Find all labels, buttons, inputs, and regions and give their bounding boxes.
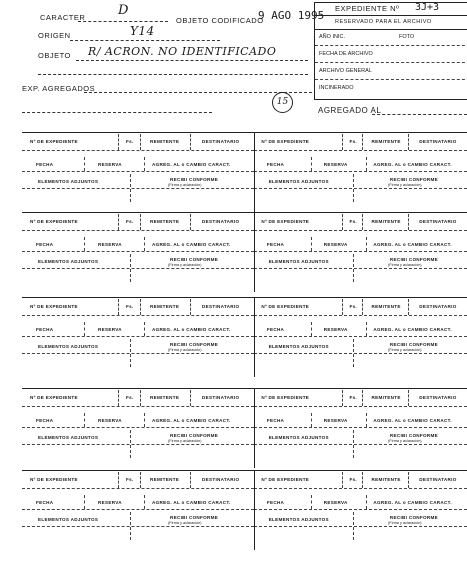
nro-expediente-label: Nº DE EXPEDIENTE (261, 219, 310, 224)
reservado-label: RESERVADO PARA EL ARCHIVO (335, 19, 432, 25)
fecha-label: FECHA (266, 327, 285, 332)
nro-expediente-label: Nº DE EXPEDIENTE (261, 395, 310, 400)
origen-line (70, 40, 220, 41)
firma-label: (Firma y aclaración) (388, 439, 422, 443)
cell-divider (366, 322, 367, 336)
firma-label: (Firma y aclaración) (168, 439, 202, 443)
row-line (254, 526, 467, 527)
cell-divider (140, 390, 141, 406)
cell-divider (366, 157, 367, 171)
row-line (22, 188, 254, 189)
agreg-label: AGREG. AL o CAMBIO CARACT. (373, 327, 452, 332)
firma-label: (Firma y aclaración) (388, 183, 422, 187)
cell-divider (144, 495, 145, 509)
row-line (22, 427, 254, 428)
column-divider (254, 388, 255, 468)
fecha-label: FECHA (266, 500, 285, 505)
agregado-al-label: AGREGADO AL (318, 106, 382, 115)
remitente-label: REMITENTE (150, 139, 180, 144)
remitente-label: REMITENTE (371, 219, 401, 224)
fs-label: Fs. (349, 219, 358, 224)
cell-divider (408, 472, 409, 488)
row-line (254, 427, 467, 428)
reserva-label: RESERVA (98, 500, 122, 505)
cell-divider (408, 390, 409, 406)
elementos-label: ELEMENTOS ADJUNTOS (268, 259, 329, 264)
nro-expediente-label: Nº DE EXPEDIENTE (30, 304, 78, 309)
cell-divider (190, 472, 191, 488)
fs-label: Fs. (349, 304, 358, 309)
remitente-label: REMITENTE (371, 139, 401, 144)
cell-divider (84, 322, 85, 336)
fecha-archivo-label: FECHA DE ARCHIVO (319, 51, 373, 57)
reserva-label: RESERVA (98, 242, 122, 247)
foto-label: FOTO (399, 34, 415, 40)
cell-divider (190, 390, 191, 406)
row-line (254, 406, 467, 407)
fs-label: Fs. (126, 139, 134, 144)
fs-label: Fs. (349, 477, 358, 482)
row-line (254, 171, 467, 172)
firma-label: (Firma y aclaración) (388, 348, 422, 352)
cell-divider (311, 322, 312, 336)
agreg-label: AGREG. AL o CAMBIO CARACT. (373, 242, 452, 247)
origen-label: ORIGEN (38, 31, 71, 40)
remitente-label: REMITENTE (150, 304, 180, 309)
reserva-label: RESERVA (323, 162, 348, 167)
column-divider (254, 297, 255, 377)
row-line (254, 251, 467, 252)
reserva-label: RESERVA (323, 500, 348, 505)
nro-expediente-label: Nº DE EXPEDIENTE (261, 139, 310, 144)
elementos-label: ELEMENTOS ADJUNTOS (38, 517, 99, 522)
destinatario-label: DESTINATARIO (202, 395, 240, 400)
cell-divider (311, 237, 312, 251)
destinatario-label: DESTINATARIO (419, 219, 457, 224)
remitente-label: REMITENTE (371, 304, 401, 309)
recibi-label: RECIBI CONFORME (170, 257, 219, 262)
row-line (22, 444, 254, 445)
row-line (254, 353, 467, 354)
cell-divider (408, 299, 409, 315)
objeto-codificado-label: OBJETO CODIFICADO (176, 16, 264, 25)
cell-divider (140, 134, 141, 150)
block-top-line (22, 212, 467, 213)
row-line (254, 230, 467, 231)
cell-divider (342, 299, 343, 315)
cell-divider (408, 214, 409, 230)
fecha-label: FECHA (266, 162, 285, 167)
cell-divider (140, 299, 141, 315)
remitente-label: REMITENTE (150, 219, 180, 224)
recibi-label: RECIBI CONFORME (170, 515, 219, 520)
row-line (254, 315, 467, 316)
cell-divider (362, 134, 363, 150)
row-line (254, 268, 467, 269)
nro-expediente-label: Nº DE EXPEDIENTE (30, 219, 78, 224)
fecha-label: FECHA (266, 242, 285, 247)
cell-divider (118, 214, 119, 230)
fs-label: Fs. (349, 139, 358, 144)
fecha-label: FECHA (36, 162, 54, 167)
fs-label: Fs. (126, 395, 134, 400)
objeto-value: R/ ACRON. NO IDENTIFICADO (88, 45, 277, 58)
recibi-label: RECIBI CONFORME (389, 342, 439, 347)
recibi-label: RECIBI CONFORME (170, 342, 219, 347)
exp-agregados-label: EXP. AGREGADOS (22, 84, 96, 93)
row-line (22, 315, 254, 316)
destinatario-label: DESTINATARIO (202, 477, 240, 482)
remitente-label: REMITENTE (371, 477, 401, 482)
cell-divider (366, 495, 367, 509)
nro-expediente-label: Nº DE EXPEDIENTE (30, 477, 78, 482)
row-line (22, 230, 254, 231)
recibi-label: RECIBI CONFORME (170, 177, 219, 182)
recibi-label: RECIBI CONFORME (389, 515, 439, 520)
expediente-value: 3J+3 (415, 2, 440, 13)
agreg-label: AGREG. AL o CAMBIO CARACT. (152, 500, 231, 505)
cell-divider (118, 472, 119, 488)
cell-divider (84, 495, 85, 509)
exp-agregados-line-2 (22, 112, 212, 113)
incinerado-label: INCINERADO (319, 85, 354, 91)
cell-divider (311, 495, 312, 509)
block-top-line (22, 470, 467, 471)
agreg-label: AGREG. AL o CAMBIO CARACT. (373, 418, 452, 423)
elementos-label: ELEMENTOS ADJUNTOS (268, 344, 329, 349)
cell-divider (190, 299, 191, 315)
elementos-label: ELEMENTOS ADJUNTOS (268, 435, 329, 440)
row-line (254, 150, 467, 151)
agreg-label: AGREG. AL o CAMBIO CARACT. (152, 162, 231, 167)
cell-divider (144, 322, 145, 336)
block-top-line (22, 132, 467, 133)
cell-divider (144, 237, 145, 251)
agreg-label: AGREG. AL o CAMBIO CARACT. (152, 418, 231, 423)
destinatario-label: DESTINATARIO (419, 477, 457, 482)
row-line (22, 488, 254, 489)
cell-divider (366, 237, 367, 251)
agreg-label: AGREG. AL o CAMBIO CARACT. (373, 162, 452, 167)
nro-expediente-label: Nº DE EXPEDIENTE (30, 139, 78, 144)
agreg-label: AGREG. AL o CAMBIO CARACT. (152, 327, 231, 332)
nro-expediente-label: Nº DE EXPEDIENTE (261, 304, 310, 309)
cell-divider (144, 413, 145, 427)
objeto-line (76, 60, 308, 61)
cell-divider (140, 472, 141, 488)
destinatario-label: DESTINATARIO (419, 304, 457, 309)
fs-label: Fs. (349, 395, 358, 400)
row-line (254, 336, 467, 337)
row-line (22, 406, 254, 407)
archive-box (314, 2, 467, 100)
circle-number: 15 (272, 92, 293, 113)
reserva-label: RESERVA (98, 162, 122, 167)
cell-divider (144, 157, 145, 171)
block-top-line (22, 388, 467, 389)
row-line (254, 509, 467, 510)
cell-divider (140, 214, 141, 230)
cell-divider (84, 237, 85, 251)
elementos-label: ELEMENTOS ADJUNTOS (38, 435, 99, 440)
cell-divider (342, 134, 343, 150)
firma-label: (Firma y aclaración) (168, 348, 202, 352)
fecha-label: FECHA (36, 500, 54, 505)
row-line (254, 488, 467, 489)
cell-divider (311, 157, 312, 171)
cell-divider (190, 134, 191, 150)
column-divider (254, 470, 255, 550)
row-line (254, 444, 467, 445)
nro-expediente-label: Nº DE EXPEDIENTE (30, 395, 78, 400)
firma-label: (Firma y aclaración) (168, 263, 202, 267)
firma-label: (Firma y aclaración) (388, 263, 422, 267)
reserva-label: RESERVA (98, 418, 122, 423)
fecha-label: FECHA (36, 418, 54, 423)
row-line (254, 188, 467, 189)
nro-expediente-label: Nº DE EXPEDIENTE (261, 477, 310, 482)
cell-divider (118, 390, 119, 406)
destinatario-label: DESTINATARIO (419, 139, 457, 144)
fecha-label: FECHA (266, 418, 285, 423)
destinatario-label: DESTINATARIO (202, 219, 240, 224)
destinatario-label: DESTINATARIO (419, 395, 457, 400)
cell-divider (362, 214, 363, 230)
destinatario-label: DESTINATARIO (202, 139, 240, 144)
column-divider (254, 132, 255, 212)
recibi-label: RECIBI CONFORME (389, 177, 439, 182)
row-line (22, 353, 254, 354)
objeto-label: OBJETO (38, 51, 71, 60)
cell-divider (362, 390, 363, 406)
elementos-label: ELEMENTOS ADJUNTOS (38, 344, 99, 349)
agregado-al-line (372, 114, 467, 115)
agreg-label: AGREG. AL o CAMBIO CARACT. (152, 242, 231, 247)
cell-divider (311, 413, 312, 427)
firma-label: (Firma y aclaración) (168, 183, 202, 187)
fecha-label: FECHA (36, 242, 54, 247)
elementos-label: ELEMENTOS ADJUNTOS (38, 179, 99, 184)
ano-inic-label: AÑO INIC. (319, 34, 345, 40)
row-line (22, 526, 254, 527)
fs-label: Fs. (126, 219, 134, 224)
row-line (22, 336, 254, 337)
row-line (22, 509, 254, 510)
cell-divider (342, 472, 343, 488)
fs-label: Fs. (126, 304, 134, 309)
firma-label: (Firma y aclaración) (388, 521, 422, 525)
fecha-label: FECHA (36, 327, 54, 332)
recibi-label: RECIBI CONFORME (389, 433, 439, 438)
reserva-label: RESERVA (323, 418, 348, 423)
row-line (22, 150, 254, 151)
recibi-label: RECIBI CONFORME (170, 433, 219, 438)
caracter-label: CARACTER (40, 13, 86, 22)
cell-divider (366, 413, 367, 427)
elementos-label: ELEMENTOS ADJUNTOS (38, 259, 99, 264)
cell-divider (342, 390, 343, 406)
row-line (22, 171, 254, 172)
caracter-line (78, 21, 168, 22)
cell-divider (362, 299, 363, 315)
reserva-label: RESERVA (98, 327, 122, 332)
elementos-label: ELEMENTOS ADJUNTOS (268, 517, 329, 522)
destinatario-label: DESTINATARIO (202, 304, 240, 309)
objeto-line-2 (38, 74, 308, 75)
remitente-label: REMITENTE (150, 395, 180, 400)
column-divider (254, 212, 255, 292)
cell-divider (342, 214, 343, 230)
cell-divider (408, 134, 409, 150)
cell-divider (190, 214, 191, 230)
cell-divider (84, 157, 85, 171)
cell-divider (84, 413, 85, 427)
cell-divider (362, 472, 363, 488)
remitente-label: REMITENTE (371, 395, 401, 400)
fs-label: Fs. (126, 477, 134, 482)
reserva-label: RESERVA (323, 327, 348, 332)
block-top-line (22, 297, 467, 298)
firma-label: (Firma y aclaración) (168, 521, 202, 525)
elementos-label: ELEMENTOS ADJUNTOS (268, 179, 329, 184)
cell-divider (118, 299, 119, 315)
cell-divider (118, 134, 119, 150)
reserva-label: RESERVA (323, 242, 348, 247)
date-stamp: 9 AGO 1995 (258, 9, 325, 22)
row-line (22, 251, 254, 252)
agreg-label: AGREG. AL o CAMBIO CARACT. (373, 500, 452, 505)
expediente-label: EXPEDIENTE Nº (335, 4, 400, 13)
remitente-label: REMITENTE (150, 477, 180, 482)
row-line (22, 268, 254, 269)
recibi-label: RECIBI CONFORME (389, 257, 439, 262)
caracter-value: D (118, 3, 129, 18)
origen-value: Y14 (130, 24, 155, 38)
archivo-general-label: ARCHIVO GENERAL (319, 68, 372, 74)
